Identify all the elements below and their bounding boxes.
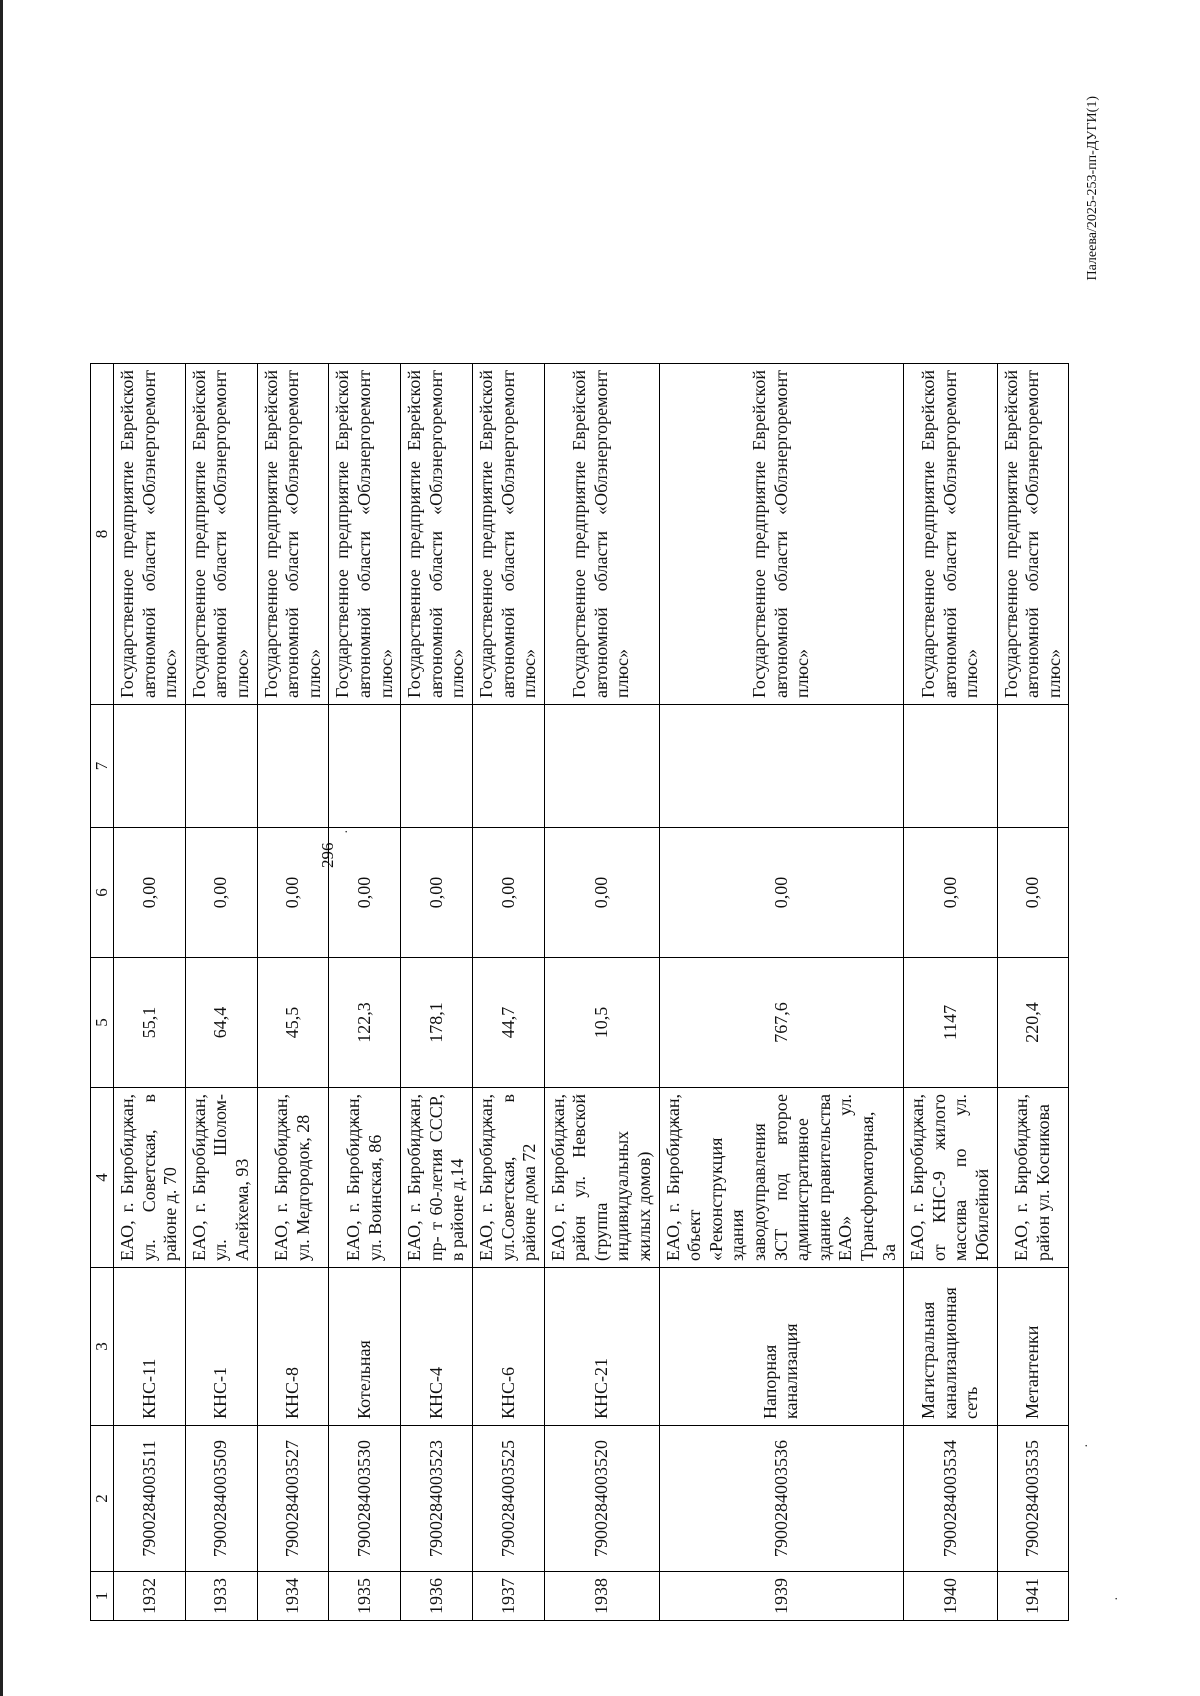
cadastral-number: 7900284003523 <box>401 1426 473 1572</box>
table-row <box>997 364 1069 1621</box>
scan-dot: · <box>1080 1443 1095 1448</box>
row-number: 1933 <box>185 1572 257 1621</box>
property-table <box>90 363 1069 1621</box>
object-name: Напорная канализация <box>659 1268 904 1426</box>
empty-cell <box>114 705 186 828</box>
cadastral-number: 7900284003530 <box>329 1426 401 1572</box>
object-address: ЕАО, г. Биробиджан, ул. Воинская, 86 <box>329 1088 401 1268</box>
object-value: 0,00 <box>997 828 1069 958</box>
column-header: 4 <box>91 1088 114 1268</box>
cadastral-number: 7900284003509 <box>185 1426 257 1572</box>
document-code: Палеева/2025-253-пп-ДУГИ(1) <box>1085 96 1100 281</box>
object-size: 1147 <box>904 958 997 1088</box>
cadastral-number: 7900284003534 <box>904 1426 997 1572</box>
object-size: 44,7 <box>472 958 544 1088</box>
object-size: 122,3 <box>329 958 401 1088</box>
column-header: 3 <box>91 1268 114 1426</box>
row-number: 1939 <box>659 1572 904 1621</box>
object-name: КНС-8 <box>257 1268 329 1426</box>
column-header: 7 <box>91 705 114 828</box>
column-header: 6 <box>91 828 114 958</box>
table-row <box>114 364 186 1621</box>
object-value: 0,00 <box>544 828 659 958</box>
cadastral-number: 7900284003535 <box>997 1426 1069 1572</box>
page-number: 296 <box>318 842 337 868</box>
row-number: 1936 <box>401 1572 473 1621</box>
cadastral-number: 7900284003525 <box>472 1426 544 1572</box>
holder-organization: Государственное предприятие Еврейской автономной области «Облэнергоремонт плюс» <box>401 364 473 705</box>
object-name: Котельная <box>329 1268 401 1426</box>
object-size: 45,5 <box>257 958 329 1088</box>
table-row <box>659 364 904 1621</box>
holder-organization: Государственное предприятие Еврейской автономной области «Облэнергоремонт плюс» <box>659 364 904 705</box>
object-size: 767,6 <box>659 958 904 1088</box>
object-size: 64,4 <box>185 958 257 1088</box>
empty-cell <box>329 705 401 828</box>
table-row <box>257 364 329 1621</box>
row-number: 1934 <box>257 1572 329 1621</box>
empty-cell <box>544 705 659 828</box>
column-header: 5 <box>91 958 114 1088</box>
object-name: КНС-4 <box>401 1268 473 1426</box>
empty-cell <box>997 705 1069 828</box>
holder-organization: Государственное предприятие Еврейской автономной области «Облэнергоремонт плюс» <box>329 364 401 705</box>
cadastral-number: 7900284003527 <box>257 1426 329 1572</box>
object-value: 0,00 <box>401 828 473 958</box>
scan-dot: · <box>1110 1596 1125 1601</box>
table-row <box>904 364 997 1621</box>
holder-organization: Государственное предприятие Еврейской автономной области «Облэнергоремонт плюс» <box>185 364 257 705</box>
row-number: 1938 <box>544 1572 659 1621</box>
object-name: КНС-21 <box>544 1268 659 1426</box>
row-number: 1935 <box>329 1572 401 1621</box>
table-row <box>329 364 401 1621</box>
table-row <box>185 364 257 1621</box>
object-name: Магистральная канализационная сеть <box>904 1268 997 1426</box>
object-address: ЕАО, г. Биробиджан, ул. Шолом-Алейхема, 93 <box>185 1088 257 1268</box>
table-row <box>544 364 659 1621</box>
object-size: 178,1 <box>401 958 473 1088</box>
cadastral-number: 7900284003511 <box>114 1426 186 1572</box>
object-size: 55,1 <box>114 958 186 1088</box>
column-number-row <box>91 364 114 1621</box>
object-size: 10,5 <box>544 958 659 1088</box>
object-address: ЕАО, г. Биробиджан, ул.Советская, в районе дома 72 <box>472 1088 544 1268</box>
empty-cell <box>472 705 544 828</box>
row-number: 1937 <box>472 1572 544 1621</box>
object-name: КНС-6 <box>472 1268 544 1426</box>
object-value: 0,00 <box>472 828 544 958</box>
object-address: ЕАО, г. Биробиджан, пр- т 60-летия СССР, в районе д.14 <box>401 1088 473 1268</box>
row-number: 1940 <box>904 1572 997 1621</box>
cadastral-number: 7900284003536 <box>659 1426 904 1572</box>
empty-cell <box>659 705 904 828</box>
object-address: ЕАО, г. Биробиджан, ул. Медгородок, 28 <box>257 1088 329 1268</box>
empty-cell <box>904 705 997 828</box>
object-value: 0,00 <box>329 828 401 958</box>
object-size: 220,4 <box>997 958 1069 1088</box>
object-name: Метантенки <box>997 1268 1069 1426</box>
holder-organization: Государственное предприятие Еврейской автономной области «Облэнергоремонт плюс» <box>472 364 544 705</box>
empty-cell <box>401 705 473 828</box>
cadastral-number: 7900284003520 <box>544 1426 659 1572</box>
holder-organization: Государственное предприятие Еврейской автономной области «Облэнергоремонт плюс» <box>904 364 997 705</box>
holder-organization: Государственное предприятие Еврейской автономной области «Облэнергоремонт плюс» <box>997 364 1069 705</box>
column-header: 8 <box>91 364 114 705</box>
row-number: 1932 <box>114 1572 186 1621</box>
object-address: ЕАО, г. Биробиджан, от КНС-9 жилого массива по ул. Юбилейной <box>904 1088 997 1268</box>
holder-organization: Государственное предприятие Еврейской автономной области «Облэнергоремонт плюс» <box>544 364 659 705</box>
object-address: ЕАО, г. Биробиджан, объект «Реконструкция здания заводоуправления ЗСТ под второе административное здание правительства ЕАО» ул. Трансформаторная, 3а <box>659 1088 904 1268</box>
object-address: ЕАО, г. Биробиджан, ул. Советская, в районе д. 70 <box>114 1088 186 1268</box>
object-address: ЕАО, г. Биробиджан, район ул. Косникова <box>997 1088 1069 1268</box>
table-row <box>472 364 544 1621</box>
scan-edge <box>0 0 3 1696</box>
object-address: ЕАО, г. Биробиджан, район ул. Невской (группа индивидуальных жилых домов) <box>544 1088 659 1268</box>
object-value: 0,00 <box>257 828 329 958</box>
object-value: 0,00 <box>904 828 997 958</box>
table-row <box>401 364 473 1621</box>
object-value: 0,00 <box>114 828 186 958</box>
empty-cell <box>257 705 329 828</box>
object-value: 0,00 <box>659 828 904 958</box>
column-header: 2 <box>91 1426 114 1572</box>
holder-organization: Государственное предприятие Еврейской автономной области «Облэнергоремонт плюс» <box>257 364 329 705</box>
object-value: 0,00 <box>185 828 257 958</box>
empty-cell <box>185 705 257 828</box>
scan-dot: · <box>340 829 355 834</box>
column-header: 1 <box>91 1572 114 1621</box>
holder-organization: Государственное предприятие Еврейской автономной области «Облэнергоремонт плюс» <box>114 364 186 705</box>
row-number: 1941 <box>997 1572 1069 1621</box>
object-name: КНС-1 <box>185 1268 257 1426</box>
object-name: КНС-11 <box>114 1268 186 1426</box>
